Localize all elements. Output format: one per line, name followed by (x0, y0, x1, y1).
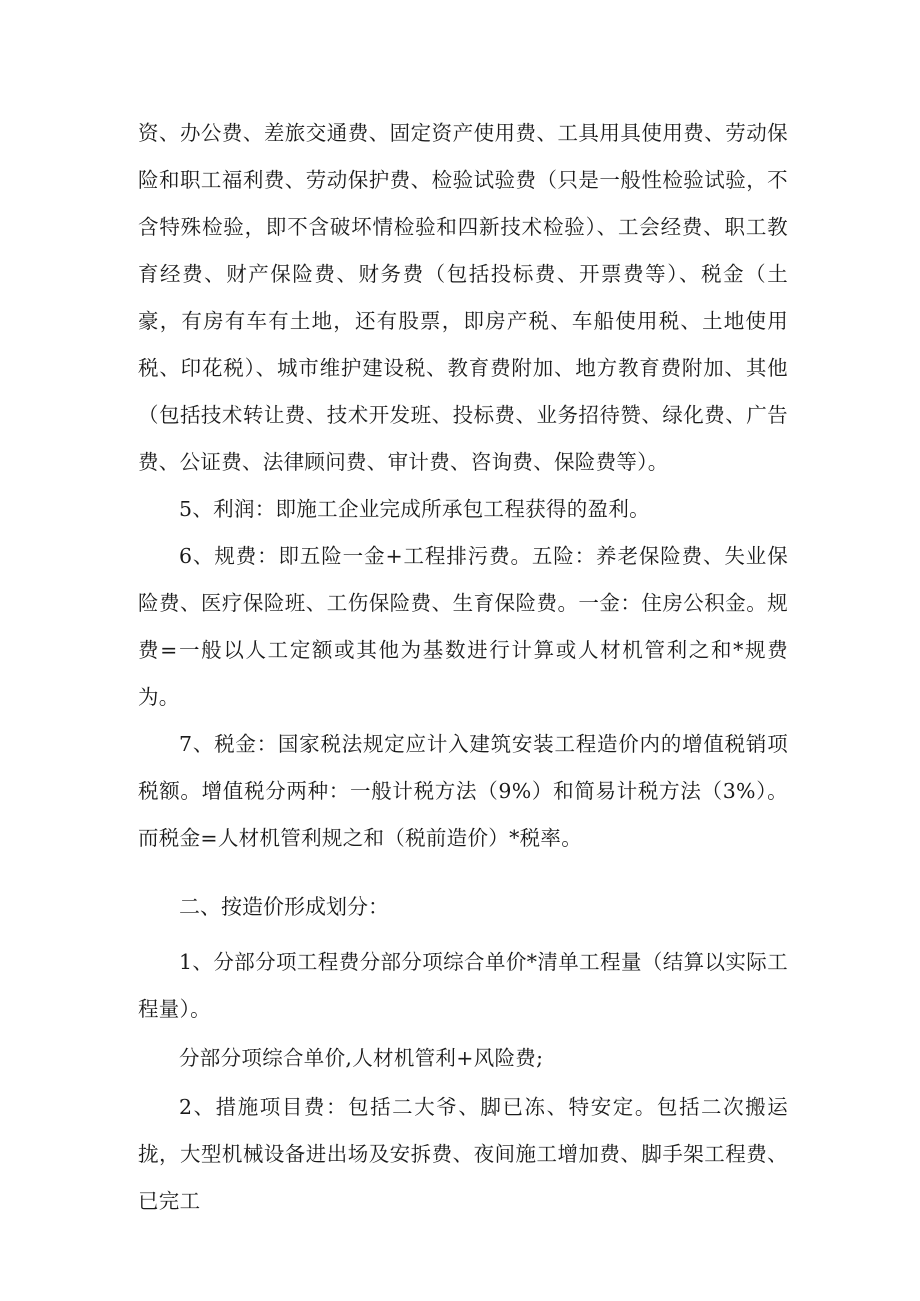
paragraph-statutory-fees: 6、规费：即五险一金+工程排污费。五险：养老保险费、失业保险费、医疗保险班、工伤保险费、生育保险费。一金：住房公积金。规费=一般以人工定额或其他为基数进行计算或人材机管利之和*规费为。 (138, 544, 788, 709)
paragraph-unit-price: 分部分项综合单价,人材机管利+风险费; (179, 1046, 544, 1070)
paragraph-tax: 7、税金：国家税法规定应计入建筑安装工程造价内的增值税销项税额。增值税分两种：一般计税方法（9%）和简易计税方法（3%）。而税金=人材机管利规之和（税前造价）*税率。 (138, 732, 788, 850)
paragraph-sub-item-cost: 1、分部分项工程费分部分项综合单价*清单工程量（结算以实际工程量）。 (138, 950, 788, 1021)
paragraph-profit: 5、利润：即施工企业完成所承包工程获得的盈利。 (179, 497, 650, 521)
paragraph-overhead-continuation: 资、办公费、差旅交通费、固定资产使用费、工具用具使用费、劳动保险和职工福利费、劳动保护费、检验试验费（只是一般性检验试验，不含特殊检验，即不含破坏情检验和四新技术检验）、工会经费、职工教育经费、财产保险费、财务费（包括投标费、开票费等）、税金（土豪，有房有车有土地，还有股票，即房产税、车船使用税、土地使用税、印花税）、城市维护建设税、教育费附加、地方教育费附加、其他（包括技术转让费、技术开发班、投标费、业务招待赞、绿化费、广告费、公证费、法律顾问费、审计费、咨询费、保险费等）。 (138, 121, 788, 474)
section-heading: 二、按造价形成划分： (179, 895, 389, 919)
document-body (138, 110, 788, 1225)
paragraph-measures-cost: 2、措施项目费：包括二大爷、脚已冻、特安定。包括二次搬运拢，大型机械设备进出场及安拆费、夜间施工增加费、脚手架工程费、已完工 (138, 1095, 788, 1213)
